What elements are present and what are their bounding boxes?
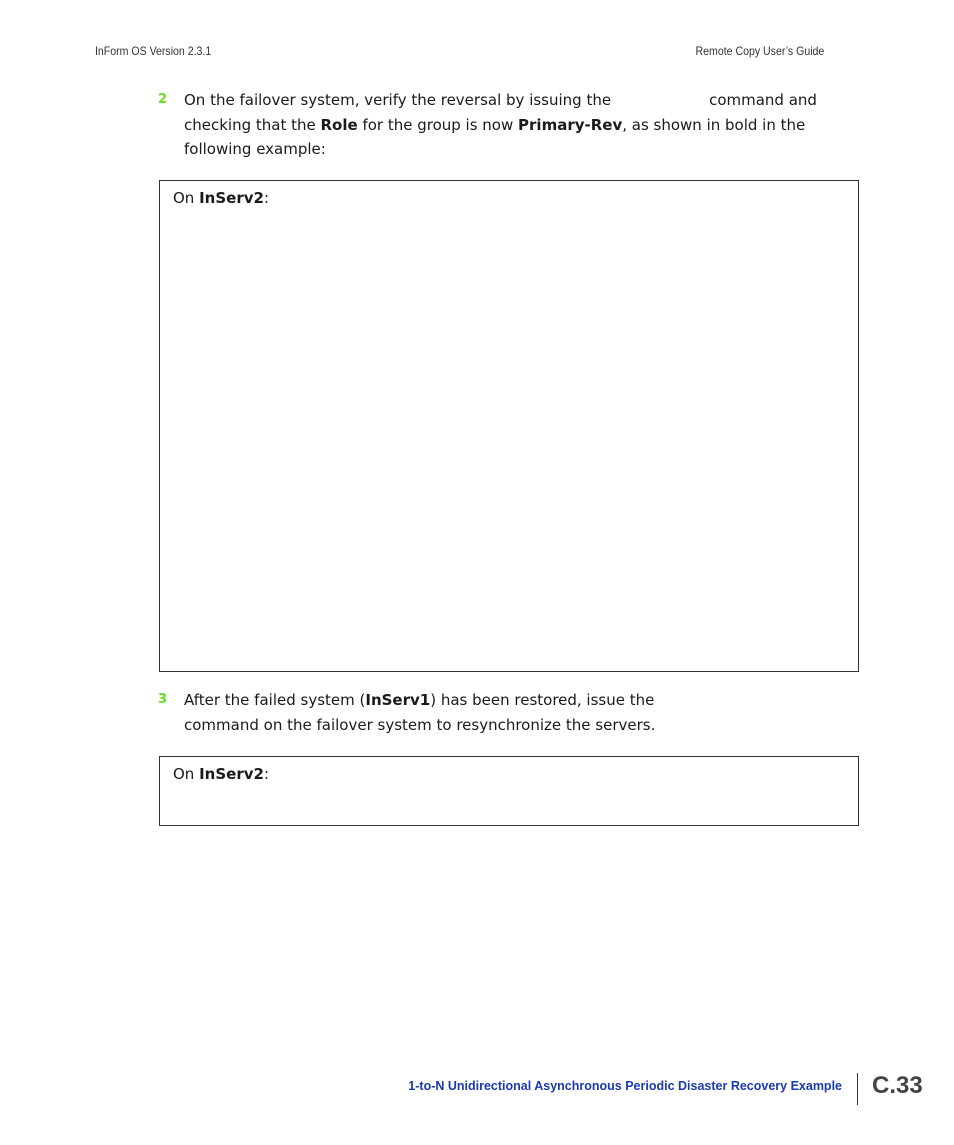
step-number: 2 — [158, 92, 168, 107]
step-3-line-2: command on the failover system to resynchronize the servers. — [184, 715, 656, 734]
step-3-line-1: After the failed system (InServ1) has been restored, issue the — [184, 691, 655, 709]
footer-section-title: 1-to-N Unidirectional Asynchronous Periodic Disaster Recovery Example — [408, 1079, 842, 1093]
running-header-left: InForm OS Version 2.3.1 — [95, 44, 212, 58]
code-box-label: On InServ2: — [173, 189, 270, 207]
primary-rev-keyword: Primary-Rev — [518, 115, 623, 134]
code-example-box-1 — [159, 180, 859, 672]
step-2-line-3: following example: — [184, 140, 326, 158]
footer-divider — [857, 1073, 858, 1105]
code-example-box-2 — [159, 756, 859, 826]
inserv1-keyword: InServ1 — [365, 691, 431, 709]
step-number: 3 — [158, 692, 168, 707]
step-2-line-1: On the failover system, verify the reversal by issuing the command and — [184, 91, 817, 109]
step-3 — [158, 688, 656, 737]
role-keyword: Role — [320, 115, 358, 134]
running-header-right: Remote Copy User’s Guide — [695, 44, 824, 58]
step-2 — [158, 88, 817, 162]
code-box-label: On InServ2: — [173, 765, 270, 783]
step-2-line-2: checking that the Role for the group is now Primary-Rev, as shown in bold in the — [184, 115, 806, 134]
page-number: C.33 — [872, 1072, 923, 1099]
